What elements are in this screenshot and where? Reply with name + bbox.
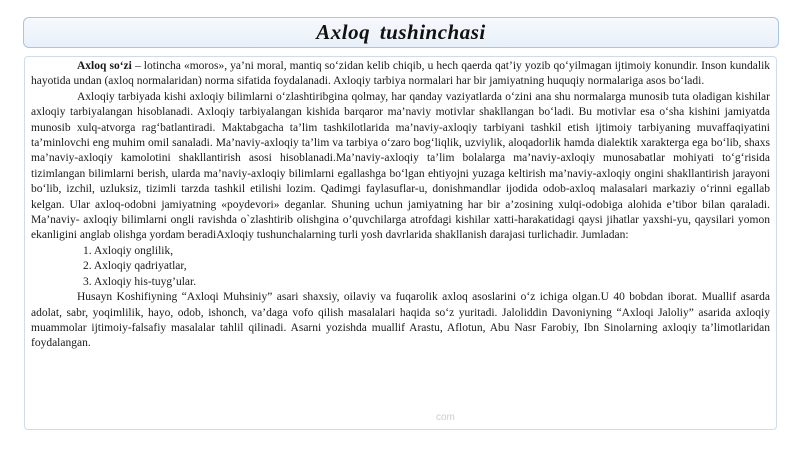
paragraph-moral-education: Axloqiy tarbiyada kishi axloqiy bilimlarni o‘zlashtiribgina qolmay, har qanday vaziyatlarda o‘zini ana shu normalarga munosib tuta oladigan kishilar axloqiy tarbiyalangan hisoblanadi. Axloqiy tarbiyalangan kishida barqaror ma’naviy motivlar shakllangan bo‘ladi. Bu motivlar esa o‘sha kishini jamiyatda munosib xulq-atvorga rag‘batlantiradi. Maktabgacha ta’lim tashkilotlarida ma’naviy-axloqiy tarbiyani tashkil etish ijtimoiy tarbiyaning muvaffaqiyatini ta’minlovchi eng muhim omil sanaladi. Ma’naviy-axloqiy ta’lim va tarbiya o‘zaro bog‘liqlik, uzviylik, aloqadorlik hamda dialektik xarakterga ega bo‘lib, shaxs ma’naviy-axloqiy kamolotini shakllantirish asosi hisoblanadi.Ma’naviy-axloqiy ta’lim bolalarga ma’naviy-axloqiy munosabatlar mohiyati to‘g‘risida tizimlangan bilimlarni berish, ularda ma’naviy-axloqiy bilimlarni egallashga bo‘lgan ehtiyojni yuzaga keltirish ma’naviy-axloqiy ongini shakllantirish jarayoni bo‘lib, izchil, uzluksiz, tizimli tarzda tashkil etilishi lozim. Qadimgi faylasuflar-u, donishmandlar ijodida odob-axloq malasalari markaziy o‘rinni egallab kelgan. Ular axloq-odobni jamiyatning «poydevori» deganlar. Shuning uchun jamiyatning har bir a’zosining xulqi-odobiga alohida e’tibor bilan qaraladi. Ma’naviy- axloqiy bilimlarni ongli ravishda o`zlashtirib olishgina o’quvchilarga atrofdagi kishilar xatti-harakatidagi qaysi jihatlar yaxshi-yu, qaysilari yomon ekanligini anglab olishga yordam beradiAxloqiy tushunchalarning turli yosh davrlarida shakllanish darajasi turlichadir. Jumladan:: [31, 90, 770, 242]
watermark: com: [436, 412, 455, 423]
list-item: 1. Axloqiy onglilik,: [83, 244, 174, 257]
slide-title: Axloq tushinchasi: [316, 20, 486, 44]
text-body: [24, 56, 777, 430]
title-banner: [23, 17, 779, 48]
list-item: 3. Axloqiy his-tuyg’ular.: [83, 275, 197, 288]
paragraph-definition: [31, 59, 770, 90]
list-item: 2. Axloqiy qadriyatlar,: [83, 260, 187, 273]
paragraph-classic-works: Husayn Koshifiyning “Axloqi Muhsiniy” asari shaxsiy, oilaviy va fuqarolik axloq asoslarini o‘z ichiga olgan.U 40 bobdan iborat. Muallif asarda adolat, sabr, yoqimlilik, hayo, odob, ishonch, va’daga vofo qilish masalalari haqida so‘z yuritadi. Jaloliddin Davoniyning “Axloqi Jaloliy” asarida axloqiy muammolar ijtimoiy-falsafiy masalalar tahlil qilinadi. Asarni yozishda muallif Arastu, Aflotun, Abu Nasr Farobiy, Ibn Sinolarning axloqiy ta’limotlaridan foydalangan.: [31, 291, 770, 350]
definition-text: – lotincha «moros», ya’ni moral, mantiq so‘zidan kelib chiqib, u hech qaerda qat’iy yozib qo‘yilmagan ijtimoiy konundir. Inson kundalik hayotida undan (axloq normalaridan) norma sifatida foydalanadi. Axloqiy tarbiya normalari har bir jamiyatning huquqiy normalariga asos bo‘ladi.: [31, 60, 771, 88]
term-axloq: Axloq so‘zi: [77, 60, 132, 72]
